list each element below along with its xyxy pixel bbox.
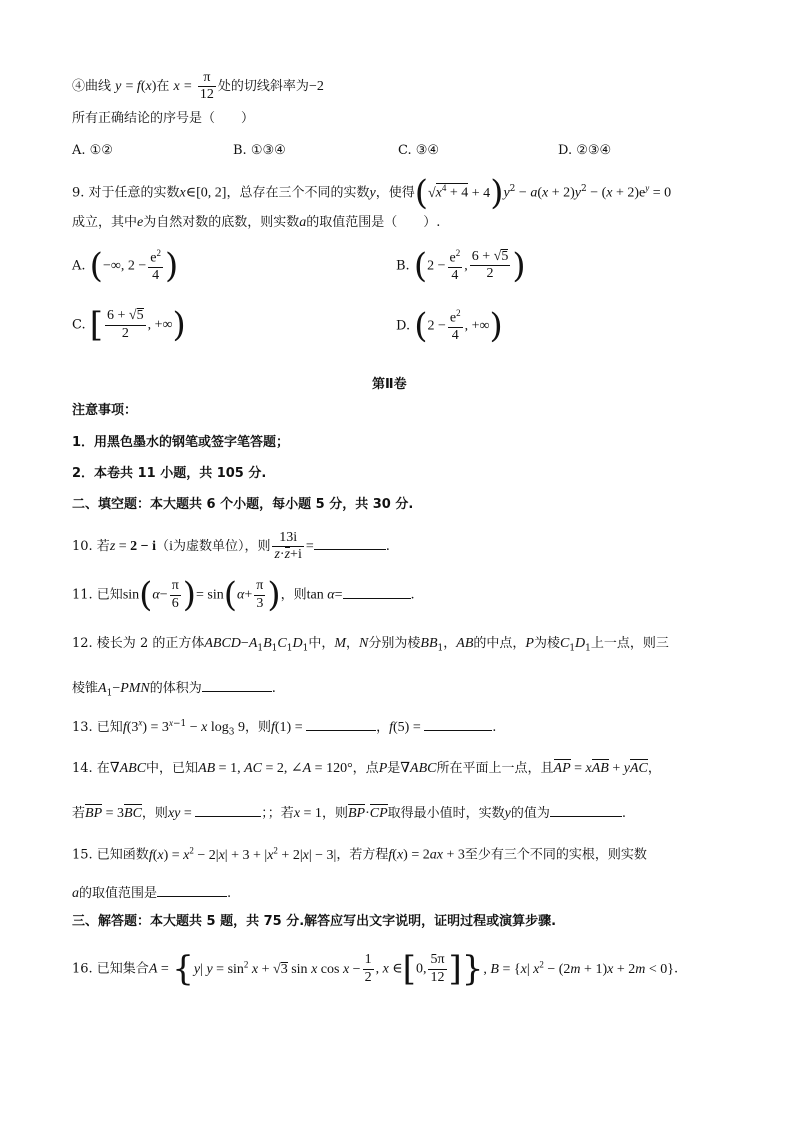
q14-text-j: 取得最小值时，实数 (387, 806, 505, 821)
fraction: $\frac{\pi}{12}$ (199, 70, 214, 103)
q12-text-f: 为棱 (533, 636, 560, 651)
q14-text-c: ，点 (352, 761, 379, 776)
answer-blank[interactable] (202, 679, 272, 692)
q15-text-d: 的取值范围是 (79, 886, 158, 901)
q14-text-k: 的值为 (510, 806, 550, 821)
q13-text-c: ， (376, 720, 390, 735)
answer-blank[interactable] (306, 718, 376, 731)
q12-text-i: 的体积为 (149, 681, 202, 696)
note-2: 2．本卷共 11 小题，共 105 分. (72, 466, 267, 481)
q12-text-g: 上一点，则三 (590, 636, 669, 651)
q13: 13. 已知$f(3^x) = 3^{x-1} - x$ $\log_3 9$，则f(1) = ，f(5) = . (72, 717, 497, 738)
q16-text-a: 16. 已知集合 (72, 961, 149, 977)
answer-blank[interactable] (550, 804, 622, 817)
q14-line-1: 14. 在∇ABC中，已知AB = 1, AC = 2, ∠A = 120°，点P是∇ABC所在平面上一点，且AP = xAB + yAC， (72, 761, 661, 776)
q9-option-c: C. [ $\frac{6 + √5}{2}$ , +∞) (72, 305, 186, 345)
q8-slope-value: −2 (308, 79, 324, 95)
part3-heading: 三、解答题：本大题共 5 题，共 75 分.解答应写出文字说明，证明过程或演算步骤. (72, 914, 557, 929)
q12-line-1: 12. 棱长为 2 的正方体$ABCD-A_1B_1C_1D_1$中，M，N分别为棱$BB_1$，AB的中点，P为棱$C_1D_1$上一点，则三 (72, 636, 669, 654)
q9-line-1: 9. 对于任意的实数x∈[0, 2]，总存在三个不同的实数y，使得$(√x^4 + 4 + 4)y^2 - a(x + 2)y^2 - (x + 2)e^y = 0$ (72, 173, 672, 213)
q12-text-b: 中， (308, 636, 335, 651)
q10-text-b: （ (156, 539, 170, 555)
q8-statement-4: ④曲线 y = f(x)在 x = $\frac{\pi}{12}$ 处的切线斜率为−2 (72, 70, 324, 103)
notes-title: 注意事项： (72, 403, 138, 418)
q9-text-d: 成立，其中 (72, 215, 138, 230)
answer-blank[interactable] (314, 537, 386, 550)
q14-text-d: 是 (387, 761, 401, 776)
answer-blank[interactable] (157, 884, 227, 897)
q14-text-h: ；若 (267, 806, 294, 821)
q8-option-c: C. ③④ (398, 143, 440, 158)
q8-stmt4-text-a: ④曲线 (72, 79, 112, 95)
q12-text-d: ， (443, 636, 457, 651)
q14-text-b: 中，已知 (146, 761, 199, 776)
q14-text-a: 14. 在 (72, 761, 110, 776)
q14-text-i: ，则 (321, 806, 348, 821)
q8-stmt4-text-b: 处的切线斜率为 (217, 79, 309, 95)
answer-blank[interactable] (195, 804, 261, 817)
q11: 11. 已知sin(α− $\frac{\pi}{6}$ )= sin(α+ $\frac{\pi}{3}$ )，则tan α= . (72, 575, 415, 615)
q9-text-e: 为自然对数的底数，则实数 (143, 215, 300, 230)
q9-option-d: D. (2 − $\frac{e^2}{4}$ , +∞) (396, 305, 503, 346)
answer-blank[interactable] (343, 586, 411, 599)
q15-line-2: a的取值范围是 . (72, 886, 232, 901)
answer-blank[interactable] (424, 718, 492, 731)
q13-text-b: ，则 (244, 720, 271, 735)
q16: 16. 已知集合A = {y| $y = \sin^2 x + √3$ sin x cos x − $\frac{1}{2}$ , x ∈[0, $\frac{5\pi}{12}$ ]}, B = {x| $x^2 - (2m + 1)x + 2m < 0$}. (72, 949, 679, 989)
section-title: 第Ⅱ卷 (372, 377, 407, 392)
q14-text-g: ，则 (141, 806, 168, 821)
q10: 10. 若z = 2 − i（i为虚数单位），则 $\frac{13i}{z\cdot z+i}$ = . (72, 530, 390, 563)
q12-text-h: 棱锥 (72, 681, 99, 696)
q8-option-b: B. ①③④ (233, 143, 286, 158)
option-label: A. (72, 258, 86, 274)
q9-text-b: ，总存在三个不同的实数 (226, 185, 370, 201)
q11-text-a: 11. 已知 (72, 587, 123, 603)
math: y (115, 79, 122, 95)
q8-option-d: D. ②③④ (558, 143, 612, 158)
q14-line-2: 若BP = 3BC，则xy = ；；若x = 1，则BP·CP取得最小值时，实数y的值为 . (72, 806, 627, 821)
q9-text-f: 的取值范围是（ ）. (306, 215, 441, 230)
q14-text-e: 所在平面上一点，且 (436, 761, 554, 776)
q15-text-a: 15. 已知函数 (72, 847, 149, 863)
q10-text-d: = (305, 539, 314, 555)
q9-option-b: B. (2 − $\frac{e^2}{4}$ , $\frac{6 + √5}{2}$ ) (396, 245, 526, 286)
option-label: D. (396, 318, 411, 334)
q15-text-c: 至少有三个不同的实根，则实数 (464, 847, 647, 863)
q14-text-f: 若 (72, 806, 86, 821)
q13-text-a: 13. 已知 (72, 720, 123, 735)
q9-text-c: ，使得 (375, 185, 415, 201)
q11-text-b: ，则 (280, 587, 307, 603)
q9-option-a: A. (−∞, 2 − $\frac{e^2}{4}$ ) (72, 245, 179, 286)
option-label: C. (72, 317, 86, 333)
q8-option-a: A. ①② (72, 143, 113, 158)
note-1: 1．用黑色墨水的钢笔或签字笔答题； (72, 435, 290, 450)
q9-line-2: 成立，其中e为自然对数的底数，则实数a的取值范围是（ ）. (72, 215, 441, 230)
q12-text-a: 12. 棱长为 2 的正方体 (72, 636, 205, 651)
option-label: B. (396, 258, 410, 274)
q10-text-a: 10. 若 (72, 539, 110, 555)
q9-text-a: 9. 对于任意的实数 (72, 185, 180, 201)
q12-text-c: 分别为棱 (368, 636, 421, 651)
q15-text-b: ，若方程 (336, 847, 389, 863)
q8-prompt: 所有正确结论的序号是（ ） (72, 111, 255, 126)
part2-heading: 二、填空题：本大题共 6 个小题，每小题 5 分，共 30 分. (72, 497, 414, 512)
q12-text-e: 的中点， (473, 636, 526, 651)
q10-text-c: 为虚数单位），则 (172, 539, 271, 555)
q12-line-2: 棱锥$A_1-PMN$的体积为 . (72, 681, 276, 699)
q15-line-1: 15. 已知函数$f(x) = x^2 - 2|x| + 3 + |x^2 + 2|x| - 3|$，若方程f(x) = 2ax + 3至少有三个不同的实根，则实数 (72, 845, 647, 863)
q11-text-c: = (334, 587, 343, 603)
